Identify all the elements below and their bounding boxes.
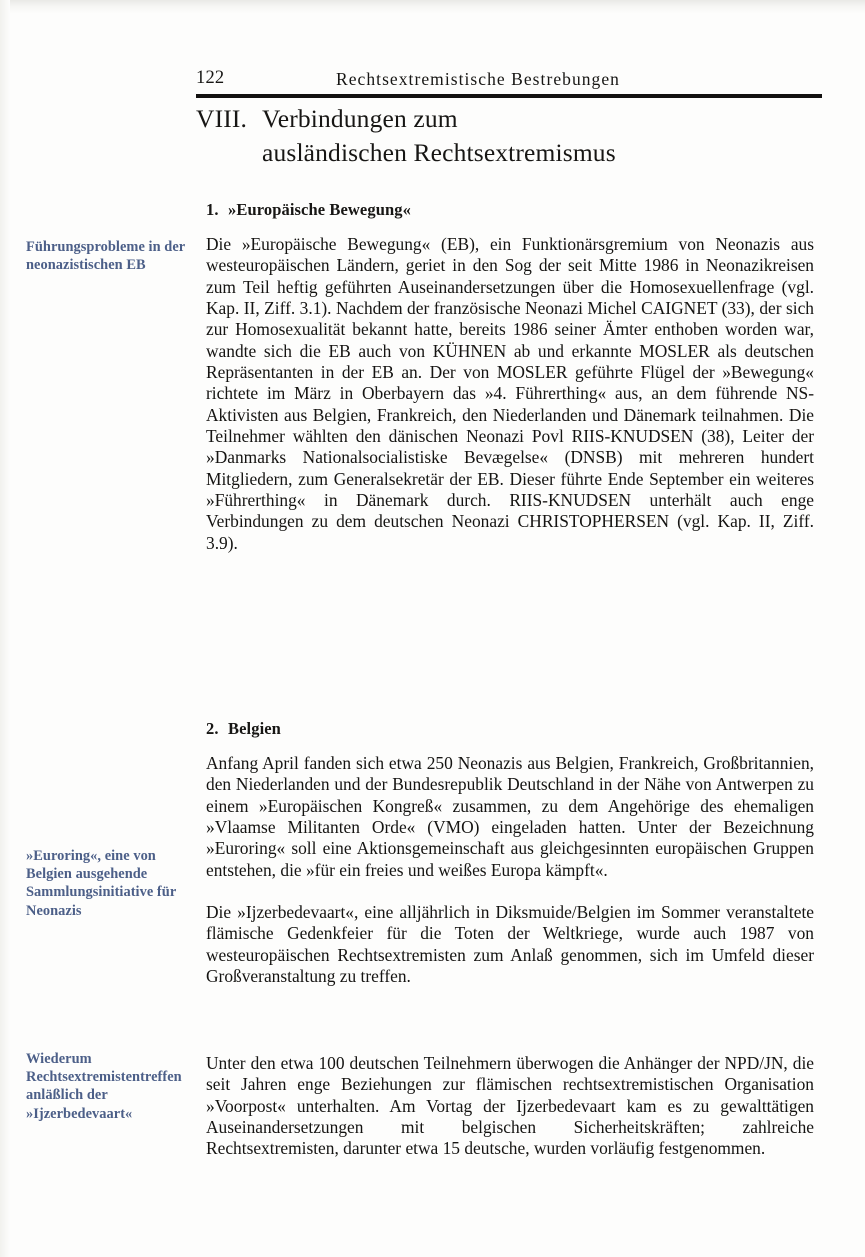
- running-head: [196, 68, 822, 92]
- margin-note-2: »Euroring«, eine von Belgien ausgehende Sammlungsinitiative für Neonazis: [26, 848, 177, 919]
- chapter-title-line-1: [196, 102, 836, 136]
- section-heading-1: [206, 200, 411, 220]
- section-number-2: 2.: [206, 719, 219, 738]
- body-paragraph-2-3: [206, 1053, 814, 1160]
- margin-note-3: Wiederum Rechtsextremistentreffen anläßlich der »Ijzerbedevaart«: [26, 1051, 182, 1122]
- margin-note-1: Führungsprobleme in der neonazistischen EB: [26, 239, 185, 274]
- paragraph-text: Anfang April fanden sich etwa 250 Neonazis aus Belgien, Frankreich, Großbritannien, den Niederlanden und der Bundesrepublik Deutschland in der Nähe von Antwerpen zu einem »Europäischen Kongreß« zusammen, zu dem Angehörige des ehemaligen »Vlaamse Militanten Orde« (VMO) eingeladen hatten. Unter der Bezeichnung »Euroring« soll eine Aktionsgemeinschaft aus gleichgesinnten europäischen Gruppen entstehen, die »für ein freies und weißes Europa kämpft«.: [206, 753, 814, 880]
- body-paragraph-2-1: [206, 753, 814, 881]
- chapter-number: VIII.: [196, 104, 248, 133]
- body-paragraph-2-2: [206, 902, 814, 987]
- section-heading-2: [206, 719, 281, 739]
- section-title-2: Belgien: [228, 719, 281, 738]
- paragraph-text: Die »Ijzerbedevaart«, eine alljährlich in Diksmuide/Belgien im Sommer veranstaltete flämische Gedenkfeier für die Toten der Weltkriege, wurde auch 1987 von westeuropäischen Rechtsextremisten zum Anlaß genommen, sich im Umfeld dieser Großveranstaltung zu treffen.: [206, 902, 814, 987]
- section-number-1: 1.: [206, 200, 219, 219]
- paragraph-text: Unter den etwa 100 deutschen Teilnehmern überwogen die Anhänger der NPD/JN, die seit Jahren enge Beziehungen zur flämischen rechtsextremistischen Organisation »Voorpost« unterhalten. Am Vortag der Ijzerbedevaart kam es zu gewalttätigen Auseinandersetzungen mit belgischen Sicherheitskräften; zahlreiche Rechtsextremisten, darunter etwa 15 deutsche, wurden vorläufig festgenommen.: [206, 1053, 814, 1159]
- section-title-1: »Europäische Bewegung«: [228, 200, 411, 219]
- body-paragraph-1-1: [206, 234, 814, 554]
- running-title: Rechtsextremistische Bestrebungen: [336, 69, 620, 89]
- chapter-title-line-2: ausländischen Rechtsextremismus: [262, 138, 616, 167]
- scan-edge-shadow-top: [0, 0, 865, 14]
- header-rule: [196, 94, 822, 98]
- paragraph-text: Die »Europäische Bewegung« (EB), ein Funktionärsgremium von Neonazis aus westeuropäischen Ländern, geriet in den Sog der seit Mitte 1986 in Neonazikreisen zum Teil heftig geführten Auseinandersetzungen über die Homosexuellenfrage (vgl. Kap. II, Ziff. 3.1). Nachdem der französische Neonazi Michel CAIGNET (33), der sich zur Homosexualität bekannt hatte, bereits 1986 seiner Ämter enthoben worden war, wandte sich die EB auch von KÜHNEN ab und erkannte MOSLER als deutschen Repräsentanten in der EB an. Der von MOSLER geführte Flügel der »Bewegung« richtete im März in Oberbayern das »4. Führerthing« aus, an dem führende NS-Aktivisten aus Belgien, Frankreich, den Niederlanden und Dänemark teilnahmen. Die Teilnehmer wählten den dänischen Neonazi Povl RIIS-KNUDSEN (38), Leiter der »Danmarks Nationalsocialistiske Bevægelse« (DNSB) mit mehreren hundert Mitgliedern, zum Generalsekretär der EB. Dieser führte Ende September ein weiteres »Führerthing« in Dänemark durch. RIIS-KNUDSEN unterhält auch enge Verbindungen zu dem deutschen Neonazi CHRISTOPHERSEN (vgl. Kap. II, Ziff. 3.9).: [206, 234, 814, 553]
- chapter-title: [196, 102, 836, 170]
- scan-edge-shadow-left: [0, 0, 10, 1257]
- chapter-title-text-1: Verbindungen zum: [262, 104, 458, 133]
- page-number: 122: [196, 68, 225, 88]
